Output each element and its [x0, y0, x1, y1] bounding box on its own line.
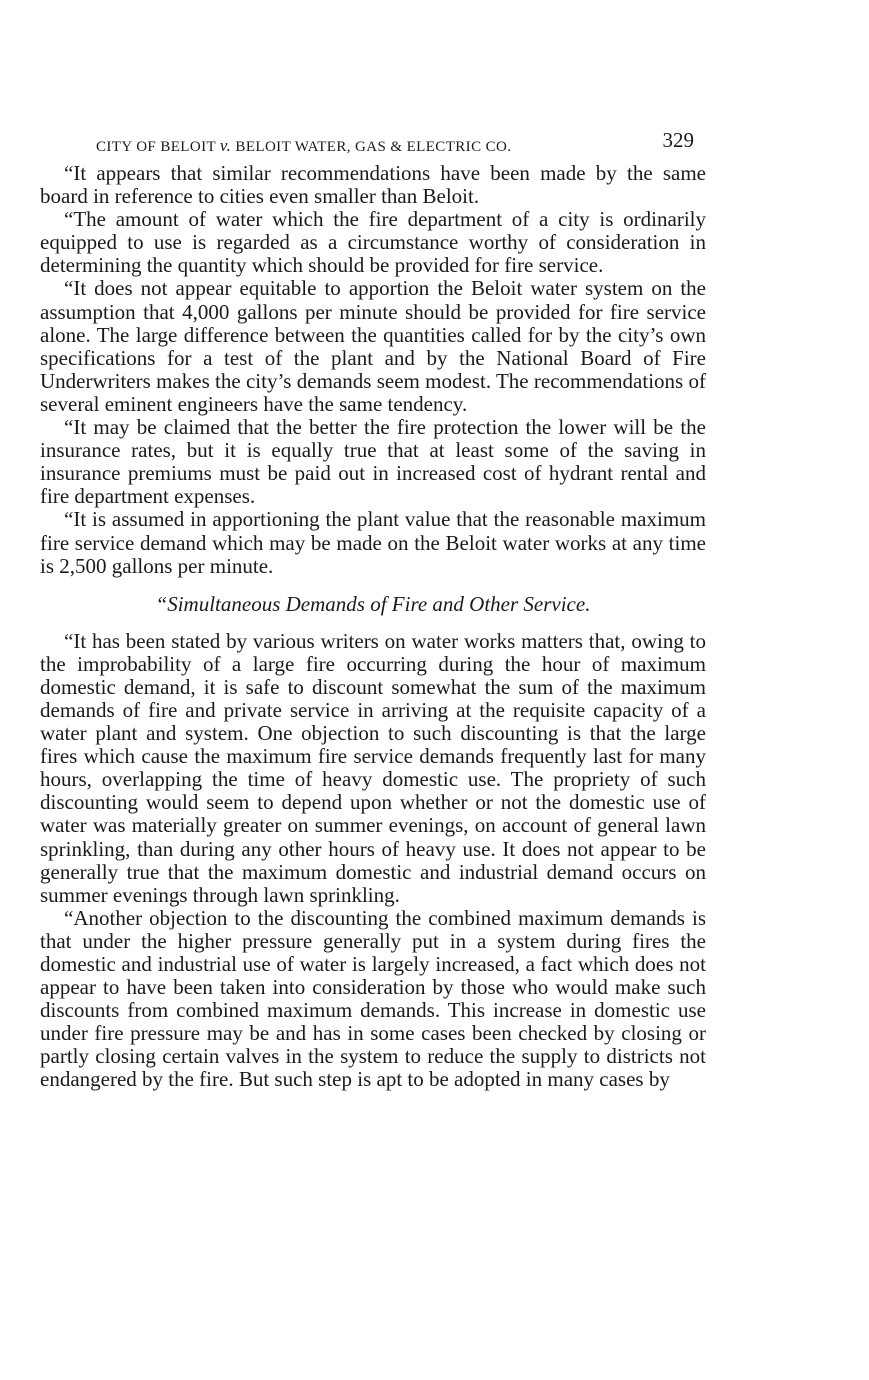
document-page: [40, 128, 706, 1092]
page-number: 329: [662, 128, 694, 152]
paragraph-apportion-assumption: “It does not appear equitable to apportion the Beloit water system on the assumption that 4,000 gallons per minute should be provided for fire service alone. The large difference between the quantities called for by the city’s own specifications for a test of the plant and by the National Board of Fire Underwriters makes the city’s demands seem modest. The recommendations of several eminent engineers have the same tendency.: [40, 276, 706, 416]
paragraph-maximum-fire-demand: “It is assumed in apportioning the plant value that the reasonable maximum fire service demand which may be made on the Beloit water works at any time is 2,500 gallons per minute.: [40, 507, 706, 578]
paragraph-insurance-rates: “It may be claimed that the better the fire protection the lower will be the insurance rates, but it is equally true that at least some of the saving in insurance premiums must be paid out in increased cost of hydrant rental and fire department expenses.: [40, 415, 706, 509]
running-head: [40, 128, 706, 162]
paragraph-discounting-demands: “It has been stated by various writers on water works matters that, owing to the improbability of a large fire occurring during the hour of maximum domestic demand, it is safe to discount somewhat the sum of the maximum demands of fire and private service in arriving at the requisite capacity of a water plant and system. One objection to such discounting is that the large fires which cause the maximum fire service demands frequently last for many hours, overlapping the time of heavy domestic use. The propriety of such discounting would seem to depend upon whether or not the domestic use of water was materially greater on summer evenings, on account of general lawn sprinkling, than during any other hours of heavy use. It does not appear to be generally true that the maximum domestic and industrial demand occurs on summer evenings through lawn sprinkling.: [40, 628, 706, 907]
paragraph-higher-pressure-objection: “Another objection to the discounting the combined maximum demands is that under the higher pressure generally put in a system during fires the domestic and industrial use of water is largely increased, a fact which does not appear to have been taken into consideration by those who would make such discounts from combined maximum demands. This increase in domestic use under fire pressure may be and has in some cases been checked by closing or partly closing certain valves in the system to reduce the supply to districts not endangered by the fire. But such step is apt to be adopted in many cases by: [40, 905, 706, 1092]
paragraph-similar-recommendations: “It appears that similar recommendations have been made by the same board in reference to cities even smaller than Beloit.: [40, 161, 706, 209]
running-title-versus: v.: [219, 136, 232, 155]
running-title: [96, 136, 511, 156]
running-title-part-a: CITY OF BELOIT: [96, 139, 220, 155]
section-heading: “Simultaneous Demands of Fire and Other Service.: [155, 591, 591, 616]
running-title-part-b: BELOIT WATER, GAS & ELECTRIC CO.: [231, 139, 512, 155]
paragraph-fire-department-equipment: “The amount of water which the fire department of a city is ordinarily equipped to use is regarded as a circumstance worthy of consideration in determining the quantity which should be provided for fire service.: [40, 207, 706, 278]
